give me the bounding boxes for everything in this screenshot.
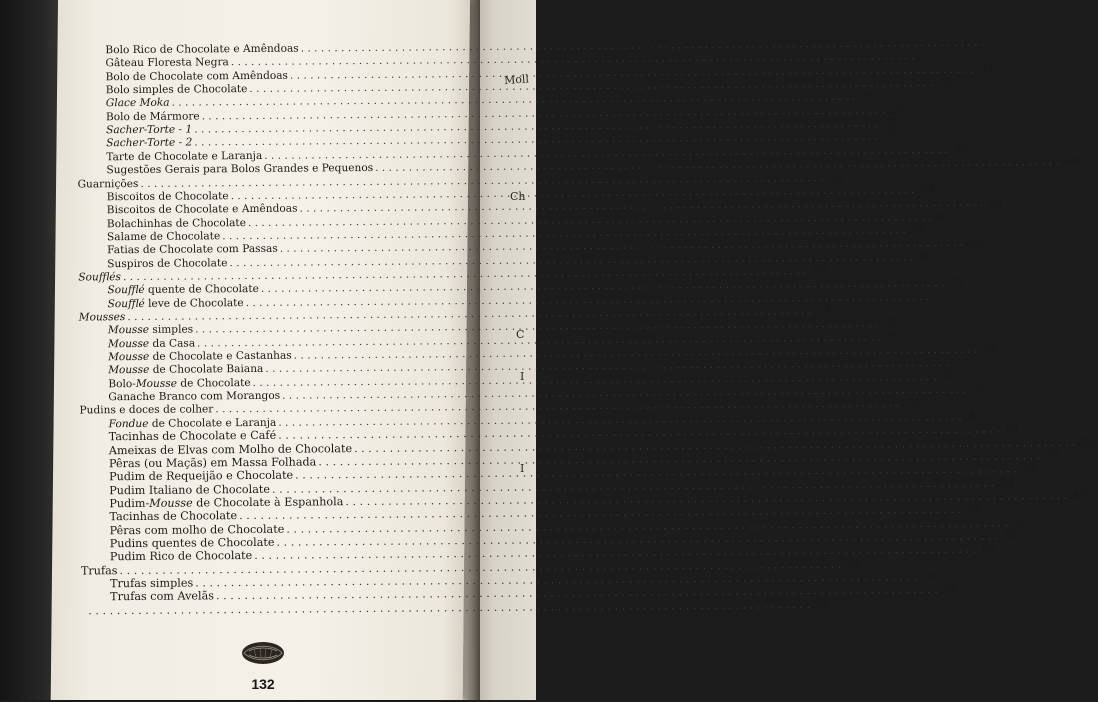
toc-entry-title-part: de Chocolate e Castanhas	[149, 350, 292, 363]
toc-entry-title-part: Salame de Chocolate	[107, 230, 220, 243]
toc-page-number: .84	[996, 476, 1014, 490]
toc-entry-title-part: Pudim-	[109, 497, 149, 510]
toc-entry-title-part: Bolachinhas de Chocolate	[107, 217, 246, 230]
toc-page-number: .66	[908, 223, 926, 237]
toc-entry-title-part: da Casa	[149, 337, 195, 349]
toc-page-number: .84	[1019, 462, 1037, 476]
toc-page-number: .76	[979, 343, 997, 357]
toc-entry-title-part: Mousses	[79, 311, 126, 323]
toc-entry-title-part: Bolo-	[108, 378, 136, 390]
toc-entry-title-part: Mousse	[108, 351, 149, 363]
toc-page-number: .73	[813, 304, 831, 318]
toc-entry-title-part: Tacinhas de Chocolate e Café	[109, 429, 277, 443]
toc-entry-title	[78, 270, 121, 284]
toc-page-number: .65	[933, 209, 951, 223]
toc-entry-title	[77, 176, 138, 191]
toc-entry-title-part: Sacher-Torte - 2	[106, 137, 192, 150]
toc-entry-title	[106, 96, 170, 111]
toc-entry-title-part: Soufflés	[78, 271, 121, 283]
toc-entry-title-part: Mousse	[108, 324, 149, 336]
toc-entry-title-part: Mousse	[136, 377, 177, 389]
toc-page-number: .68	[915, 250, 933, 264]
toc-page-number: .58	[950, 143, 968, 157]
toc-entry-title-part: de Chocolate	[177, 377, 251, 390]
toc-page-number: .85	[963, 503, 981, 517]
toc-page-number: .87	[1000, 529, 1018, 543]
toc-entry-title-part: Fondue	[109, 418, 149, 430]
toc-page-number: .78	[968, 383, 986, 397]
toc-page-number: .85	[1069, 489, 1087, 503]
facing-page-fragment: Ch	[510, 190, 570, 203]
toc-entry-title-part: Biscoitos de Chocolate	[107, 190, 229, 203]
toc-entry-title-part: Guarnições	[77, 177, 138, 190]
toc-page-number: .81	[1002, 422, 1020, 436]
toc-entry-title-part: Bolo Rico de Chocolate e Amêndoas	[105, 43, 298, 57]
toc-entry-title-part: Mousse	[108, 338, 149, 350]
toc-entry-title-part: Ameixas de Elvas com Molho de Chocolate	[109, 442, 352, 457]
toc-page-number: .61	[826, 170, 844, 184]
toc-entry-title-part: quente de Chocolate	[145, 283, 259, 296]
toc-page-number: .60	[1061, 155, 1079, 169]
toc-entry-title-part: Bolo de Mármore	[106, 110, 200, 123]
toc-entry-title-part: Pudins e doces de colher	[79, 404, 213, 417]
toc-page-number: .91	[919, 570, 937, 584]
toc-entry-title-part: de Chocolate à Espanhola	[193, 495, 344, 509]
toc-entry-title-part: Pêras (ou Maçãs) em Massa Folhada	[109, 455, 316, 470]
facing-page-fragment: I	[520, 370, 580, 383]
toc-page-number: .88	[843, 557, 861, 571]
toc-entry-title-part: Mousse	[149, 496, 193, 509]
toc-page-number: .66	[965, 236, 983, 250]
toc-entry	[86, 601, 431, 618]
toc-page-number: .69	[808, 264, 826, 278]
toc-entry-title-part: Bolo simples de Chocolate	[106, 83, 248, 96]
toc-page-number: .55	[887, 103, 905, 117]
toc-entry-title-part: Soufflé	[108, 298, 145, 310]
toc-entry-title-part: leve de Chocolate	[145, 297, 244, 310]
toc-entry-title	[81, 564, 118, 578]
toc-entry-title-part: Tarte de Chocolate e Laranja	[106, 150, 262, 163]
toc-page-number: .87	[978, 543, 996, 557]
toc-entry-title-part: Trufas com Avelãs	[110, 590, 214, 604]
toc-page-number: .56	[880, 116, 898, 130]
table-of-contents	[0, 0, 473, 702]
toc-entry-title-part: Trufas simples	[110, 577, 193, 591]
toc-page-number: .75	[881, 317, 899, 331]
toc-entry-title-part: Sugestões Gerais para Bolos Grandes e Pequenos	[106, 162, 373, 176]
toc-page-number: .92	[940, 583, 958, 597]
cocoa-bean-icon	[240, 638, 286, 668]
facing-page-fragment: Moll	[504, 70, 565, 87]
toc-entry-title-part: de Chocolate e Laranja	[148, 417, 276, 430]
toc-entry-title-part: Fatias de Chocolate com Passas	[107, 243, 278, 256]
toc-entry-title-part: Ganache Branco com Morangos	[108, 390, 280, 403]
toc-entry-title-part: Mousse	[108, 364, 149, 376]
page-number: 132	[238, 676, 288, 692]
toc-entry-title-part: Bolo de Chocolate com Amêndoas	[106, 69, 288, 83]
photo-scene	[0, 0, 525, 700]
toc-page-number: .79	[901, 397, 919, 411]
toc-page-number: .81	[964, 409, 982, 423]
toc-page-number: .64	[985, 196, 1003, 210]
toc-entry-title-part: Pudim de Requeijão e Chocolate	[109, 469, 293, 484]
toc-entry-title	[79, 310, 126, 324]
toc-entry-title-part: Suspiros de Chocolate	[107, 257, 227, 270]
toc-page-number: .52	[916, 49, 934, 63]
toc-page-number: .83	[1042, 449, 1060, 463]
toc-page-number: .54	[935, 76, 953, 90]
toc-page-number: .72	[931, 290, 949, 304]
toc-page-number: .63	[916, 183, 934, 197]
toc-page-number: .92	[812, 598, 830, 612]
toc-page-number: .55	[857, 90, 875, 104]
toc-entry-title-part: de Chocolate Baiana	[149, 363, 263, 376]
toc-page-number: .82	[1078, 435, 1096, 449]
toc-entry-title-part: Pudins quentes de Chocolate	[110, 536, 275, 550]
toc-entry-title-part: Soufflé	[107, 284, 144, 296]
facing-page-fragment: C	[516, 328, 576, 341]
toc-entry-title-part: Pêras com molho de Chocolate	[110, 522, 285, 537]
toc-page-number: .57	[880, 130, 898, 144]
toc-entry-title-part: Biscoitos de Chocolate e Amêndoas	[107, 203, 298, 217]
toc-page-number: .53	[975, 62, 993, 76]
toc-page-number: .78	[938, 370, 956, 384]
toc-entry-title-part: Sacher-Torte - 1	[106, 124, 192, 137]
toc-page-number: .71	[946, 276, 964, 290]
facing-page-fragment: I	[520, 462, 580, 475]
toc-page-number: .75	[883, 330, 901, 344]
toc-entry-title-part: Tacinhas de Chocolate	[109, 509, 237, 523]
toc-page-number: .77	[951, 356, 969, 370]
toc-entry-title-part: Pudim Rico de Chocolate	[110, 549, 253, 563]
toc-entry-title-part: simples	[149, 324, 193, 336]
toc-entry-title-part: Trufas	[81, 564, 118, 577]
toc-page-number: .86	[1010, 516, 1028, 530]
toc-entry-title-part: Gâteau Floresta Negra	[105, 57, 228, 70]
toc-entry-title-part: Pudim Italiano de Chocolate	[109, 482, 270, 496]
toc-entry-title-part: Glace Moka	[106, 97, 170, 110]
